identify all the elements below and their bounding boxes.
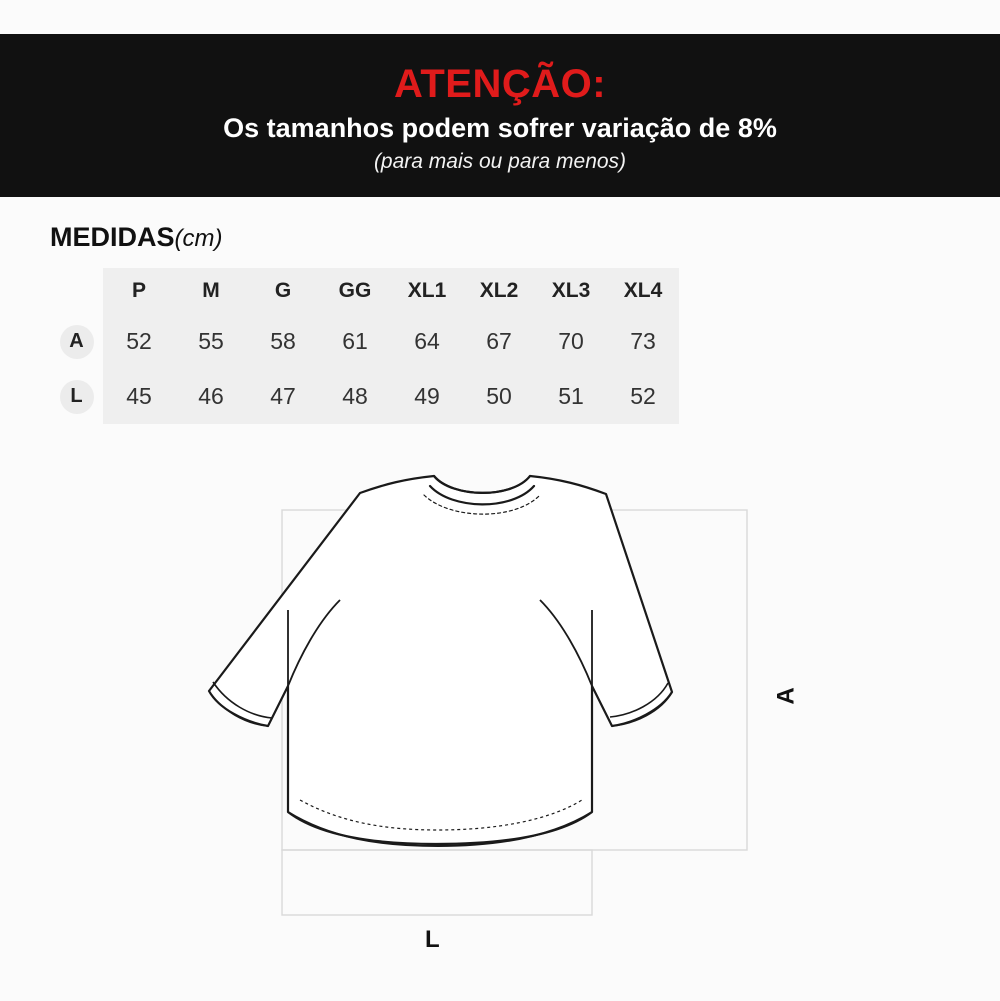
- cell-a-xl2: 67: [463, 314, 535, 369]
- column-header-xl4: XL4: [607, 268, 679, 314]
- measurements-heading-text: MEDIDAS: [50, 222, 175, 252]
- cell-l-m: 46: [175, 369, 247, 424]
- cell-a-g: 58: [247, 314, 319, 369]
- column-header-gg: GG: [319, 268, 391, 314]
- dimension-label-l: L: [425, 926, 440, 953]
- column-header-p: P: [103, 268, 175, 314]
- cell-l-xl1: 49: [391, 369, 463, 424]
- cell-l-g: 47: [247, 369, 319, 424]
- size-table-body: [50, 314, 679, 424]
- cell-l-gg: 48: [319, 369, 391, 424]
- table-row: [50, 314, 679, 369]
- column-header-xl3: XL3: [535, 268, 607, 314]
- garment-illustration: [0, 460, 1000, 1001]
- size-table-header: [50, 268, 679, 314]
- cell-l-xl3: 51: [535, 369, 607, 424]
- row-label-a-badge: A: [60, 325, 94, 359]
- cell-a-xl3: 70: [535, 314, 607, 369]
- measurements-unit: (cm): [174, 225, 223, 252]
- banner-note: (para mais ou para menos): [373, 149, 627, 173]
- cell-l-xl2: 50: [463, 369, 535, 424]
- size-table: [50, 268, 679, 424]
- cell-a-xl4: 73: [607, 314, 679, 369]
- cell-l-p: 45: [103, 369, 175, 424]
- attention-banner: [0, 34, 1000, 197]
- header-corner-blank: [50, 268, 103, 314]
- size-table-container: [50, 268, 679, 424]
- width-guide-rect: [282, 850, 592, 915]
- cell-l-xl4: 52: [607, 369, 679, 424]
- cell-a-m: 55: [175, 314, 247, 369]
- tshirt-technical-drawing-svg: [0, 460, 1000, 1001]
- column-header-m: M: [175, 268, 247, 314]
- cell-a-p: 52: [103, 314, 175, 369]
- banner-title: ATENÇÃO:: [393, 61, 607, 106]
- column-header-g: G: [247, 268, 319, 314]
- tshirt-outline: [209, 476, 672, 844]
- measurements-heading: [50, 222, 223, 253]
- cell-a-gg: 61: [319, 314, 391, 369]
- column-header-xl2: XL2: [463, 268, 535, 314]
- row-label-l-badge: L: [60, 380, 94, 414]
- dimension-label-a: A: [772, 687, 800, 705]
- table-row: [50, 369, 679, 424]
- banner-subtitle: Os tamanhos podem sofrer variação de 8%: [223, 112, 777, 143]
- row-label-a-cell: [50, 314, 103, 369]
- cell-a-xl1: 64: [391, 314, 463, 369]
- column-header-xl1: XL1: [391, 268, 463, 314]
- table-header-row: [50, 268, 679, 314]
- row-label-l-cell: [50, 369, 103, 424]
